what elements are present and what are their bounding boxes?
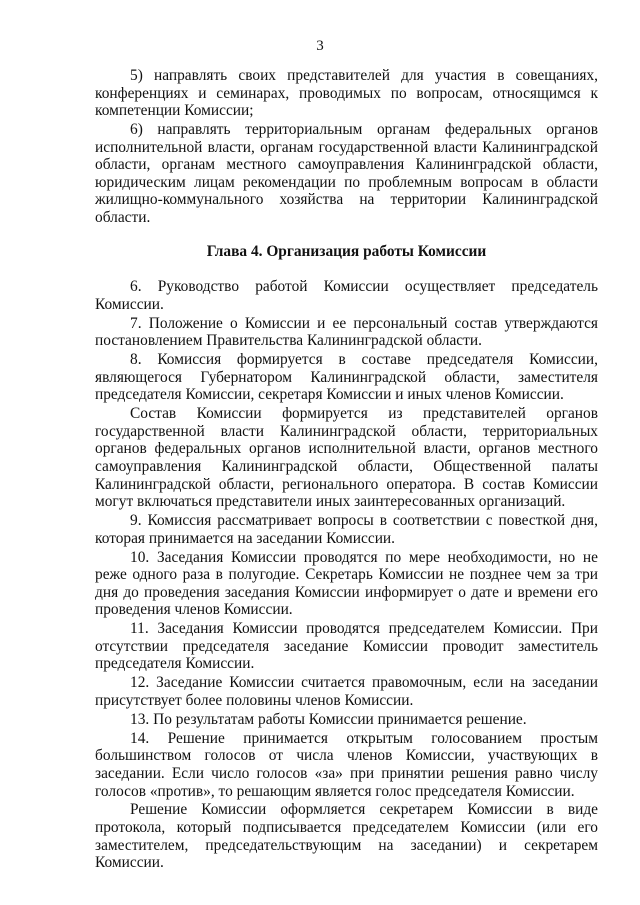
clause-14: 14. Решение принимается открытым голосованием простым большинством голосов от числа членов Комиссии, участвующих в заседании. Если число голосов «за» при принятии решения равно числу голосов «против», то решающим является голос председателя Комиссии. — [95, 729, 598, 800]
document-body — [95, 67, 598, 872]
clause-12: 12. Заседание Комиссии считается правомочным, если на заседании присутствует более половины членов Комиссии. — [95, 674, 598, 709]
page-number: 3 — [316, 38, 324, 54]
chapter-heading: Глава 4. Организация работы Комиссии — [206, 242, 487, 260]
clause-7: 7. Положение о Комиссии и ее персональный состав утверждаются постановлением Правительства Калининградской области. — [95, 314, 598, 350]
paragraph-item-5: 5) направлять своих представителей для участия в совещаниях, конференциях и семинарах, проводимых по вопросам, относящимся к компетенции Комиссии; — [95, 67, 598, 120]
clause-10: 10. Заседания Комиссии проводятся по мере необходимости, но не реже одного раза в полугодие. Секретарь Комиссии не позднее чем за три дня до проведения заседания Комиссии информирует о дате и времени его проведения членов Комиссии. — [95, 548, 598, 619]
paragraph-item-6: 6) направлять территориальным органам федеральных органов исполнительной власти, органам государственной власти Калининградской области, органам местного самоуправления Калининградской области, юридическим лицам рекомендации по проблемным вопросам в области жилищно-коммунального хозяйства на территории Калининградской области. — [95, 121, 598, 227]
clause-13: 13. По результатам работы Комиссии принимается решение. — [130, 710, 527, 728]
clause-11: 11. Заседания Комиссии проводятся председателем Комиссии. При отсутствии председателя заседание Комиссии проводит заместитель председателя Комиссии. — [95, 620, 598, 673]
clause-8-composition: Состав Комиссии формируется из представителей органов государственной власти Калининградской области, территориальных органов федеральных органов исполнительной власти, органов местного самоуправления Калининградской области, Общественной палаты Калининградской области, регионального оператора. В состав Комиссии могут включаться представители иных заинтересованных организаций. — [95, 405, 598, 511]
clause-14-protocol: Решение Комиссии оформляется секретарем Комиссии в виде протокола, который подписывается председателем Комиссии (или его заместителем, председательствующим на заседании) и секретарем Комиссии. — [95, 801, 598, 872]
clause-9: 9. Комиссия рассматривает вопросы в соответствии с повесткой дня, которая принимается на заседании Комиссии. — [95, 512, 598, 547]
clause-6: 6. Руководство работой Комиссии осуществляет председатель Комиссии. — [95, 278, 598, 313]
clause-8: 8. Комиссия формируется в составе председателя Комиссии, являющегося Губернатором Калининградской области, заместителя председателя Комиссии, секретаря Комиссии и иных членов Комиссии. — [95, 351, 598, 404]
